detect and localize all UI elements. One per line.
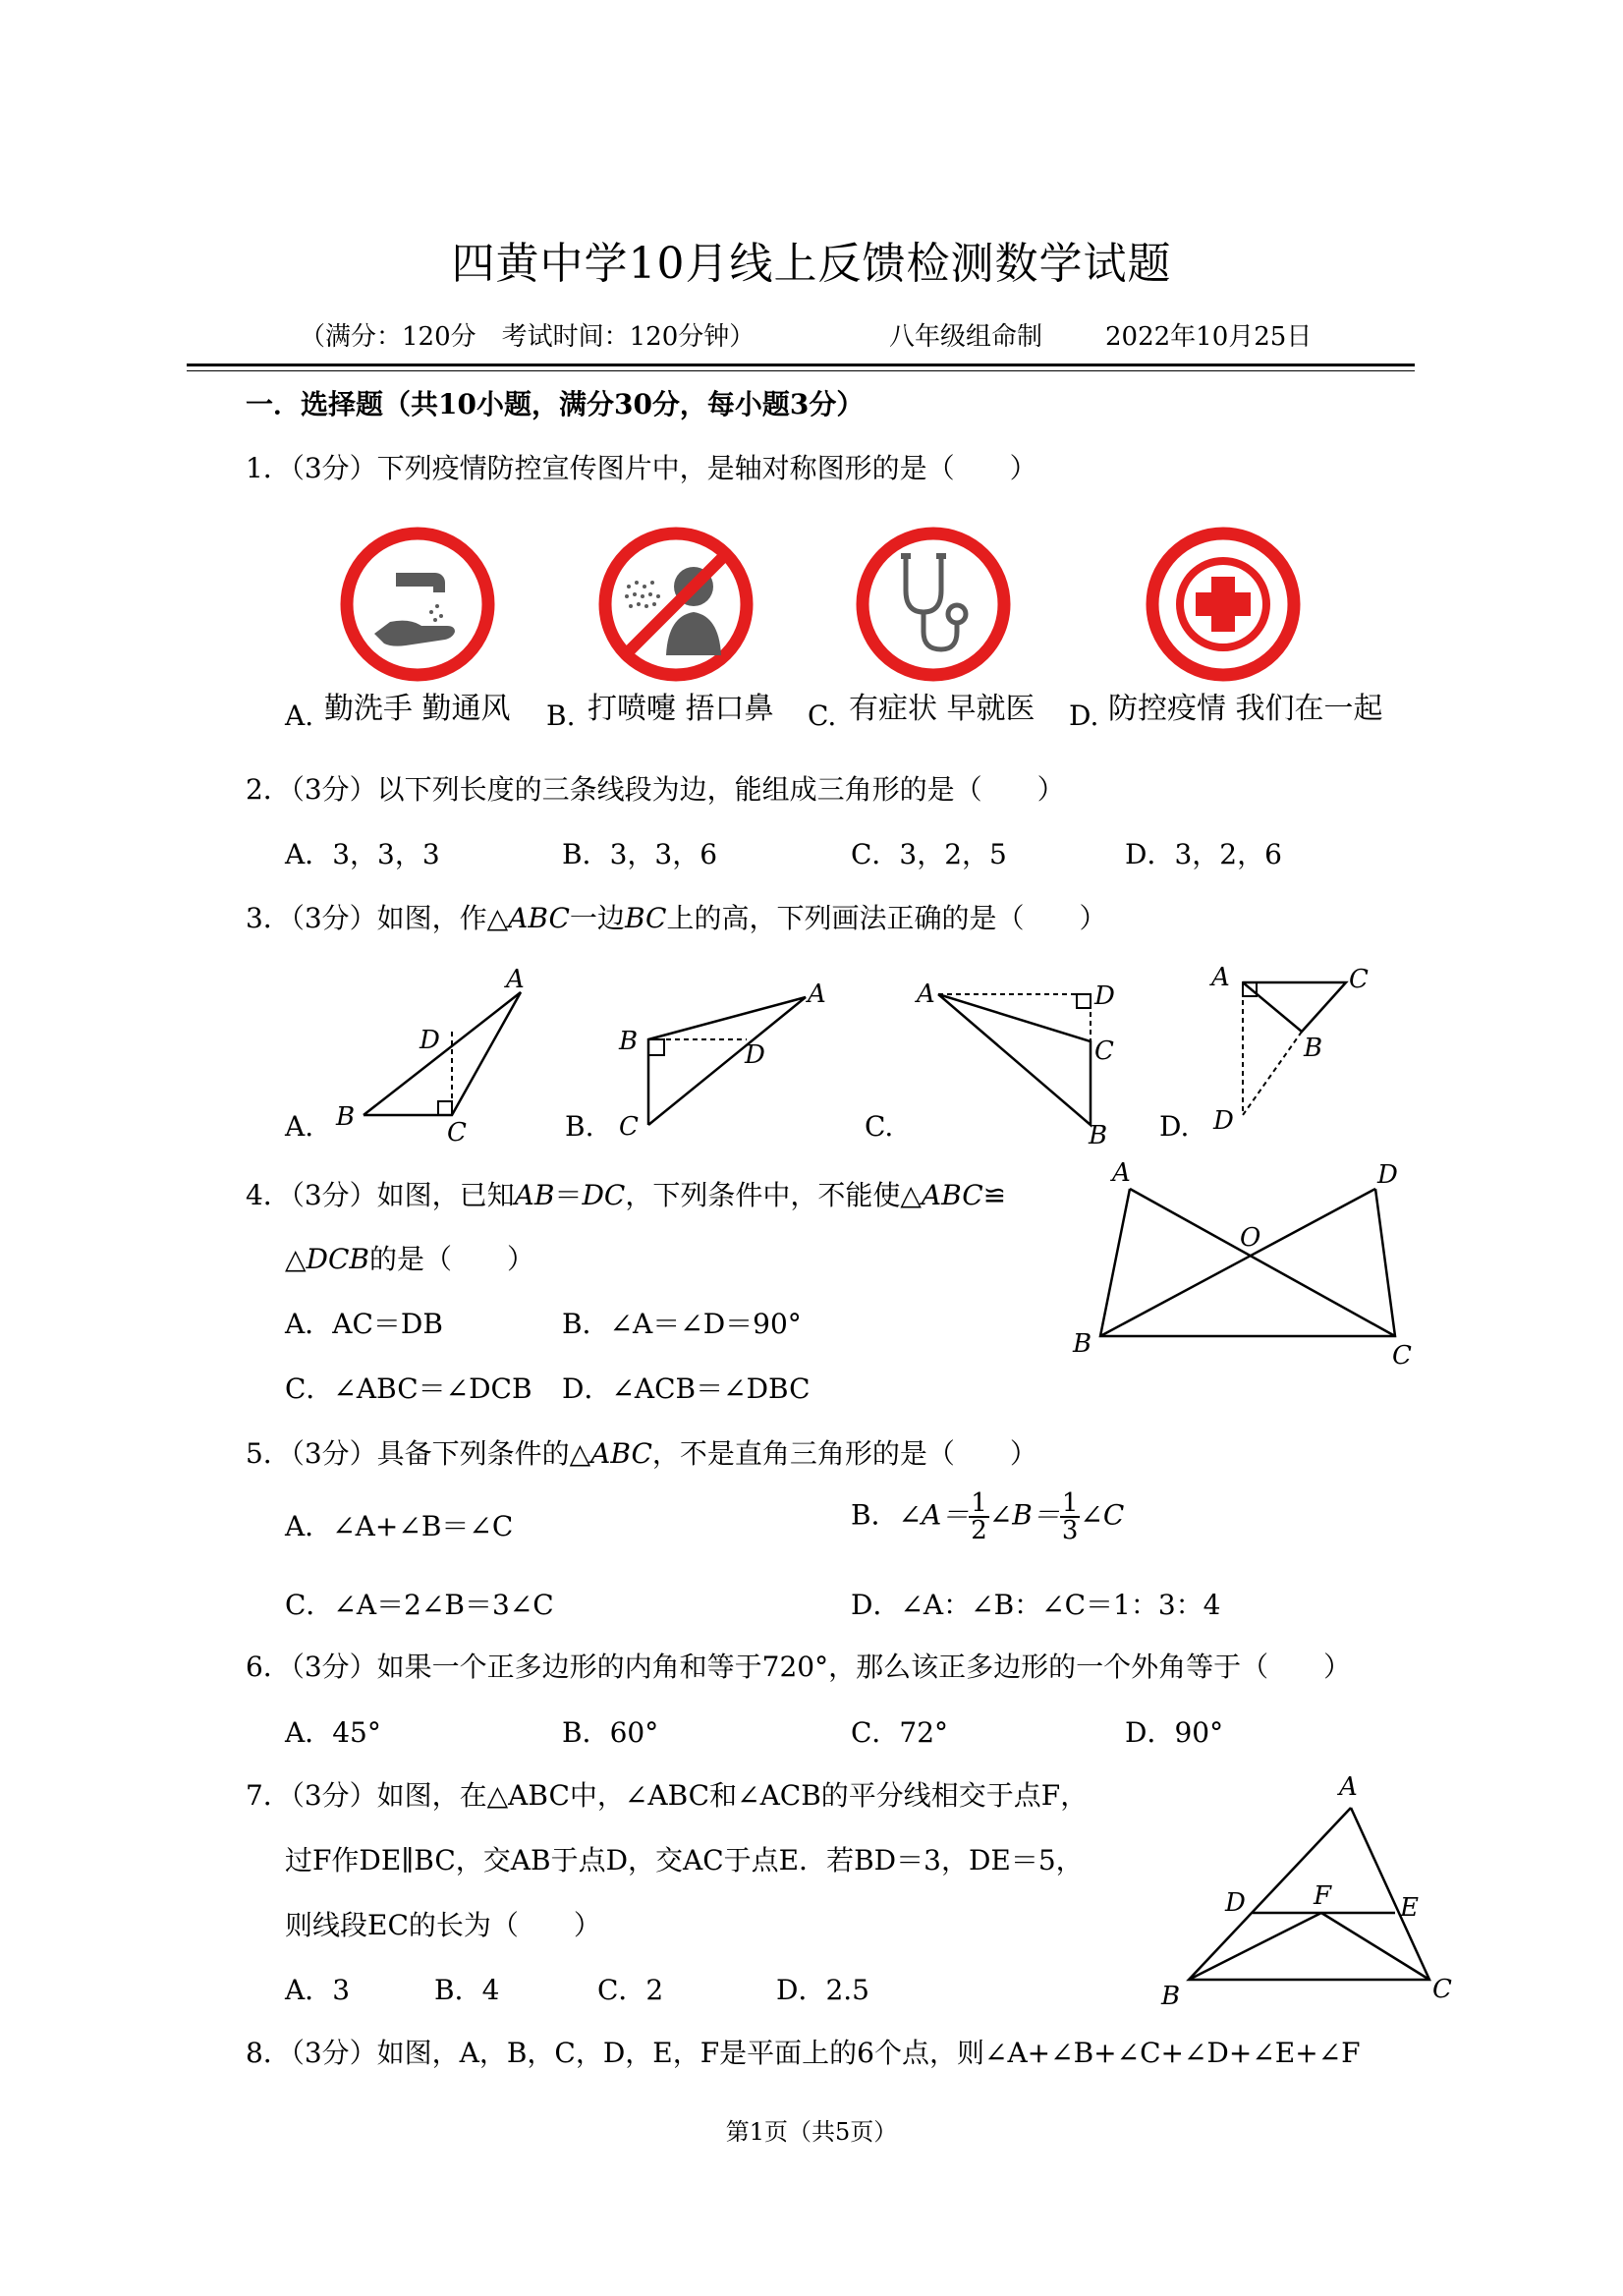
header-rule-thick <box>187 364 1415 366</box>
question-2-option-a: A．3，3，3 <box>285 838 440 870</box>
q3-figure-d <box>1203 958 1390 1145</box>
question-4-stem: 4．（3分）如图，已知AB＝DC，下列条件中，不能使△ABC≌ <box>246 1179 1007 1211</box>
q3-figure-b <box>604 973 840 1145</box>
question-1-option-d: D. <box>1069 700 1099 732</box>
page-footer: 第1页（共5页） <box>725 2118 898 2146</box>
question-3-stem: 3．（3分）如图，作△ABC一边BC上的高，下列画法正确的是（ ） <box>246 902 1107 934</box>
question-6-option-a: A．45° <box>285 1716 381 1749</box>
header-rule-thin <box>187 370 1415 371</box>
q3b-label-a: A <box>808 980 826 1009</box>
question-1-option-c: C. <box>808 700 837 732</box>
q3d-label-d: D <box>1213 1106 1234 1136</box>
question-6-stem: 6．（3分）如果一个正多边形的内角和等于720°，那么该正多边形的一个外角等于（ ） <box>246 1651 1352 1683</box>
q4-figure <box>1061 1159 1415 1375</box>
question-2-option-d: D．3，2，6 <box>1125 838 1282 870</box>
q4-label-c: C <box>1392 1341 1412 1371</box>
question-7-option-b: B．4 <box>434 1974 500 2006</box>
question-1-caption-d: 防控疫情 我们在一起 <box>1108 692 1383 726</box>
q3d-label-c: C <box>1349 965 1369 994</box>
question-2-option-c: C．3，2，5 <box>851 838 1007 870</box>
question-3-option-d: D. <box>1159 1110 1190 1143</box>
question-7-line2: 过F作DE∥BC，交AB于点D，交AC于点E．若BD＝3，DE＝5， <box>285 1844 1084 1876</box>
q3a-label-a: A <box>506 965 525 994</box>
q4-label-o: O <box>1240 1223 1261 1253</box>
q3-figure-c <box>909 973 1135 1145</box>
q7-label-a: A <box>1339 1772 1358 1802</box>
question-2-option-b: B．3，3，6 <box>562 838 718 870</box>
medical-cross-sign-icon <box>1145 526 1302 683</box>
q7-label-d: D <box>1225 1888 1246 1918</box>
q3c-label-c: C <box>1094 1036 1114 1066</box>
question-4-option-c: C．∠ABC＝∠DCB <box>285 1372 532 1405</box>
question-6-option-b: B．60° <box>562 1716 659 1749</box>
q3c-label-a: A <box>917 980 935 1009</box>
question-1-caption-c: 有症状 早就医 <box>849 692 1035 726</box>
question-7-line3: 则线段EC的长为（ ） <box>285 1909 601 1941</box>
question-1-caption-a: 勤洗手 勤通风 <box>324 692 511 726</box>
question-5-stem: 5．（3分）具备下列条件的△ABC，不是直角三角形的是（ ） <box>246 1437 1037 1470</box>
q7-label-e: E <box>1400 1893 1419 1923</box>
q3a-label-b: B <box>336 1102 356 1132</box>
q3d-label-a: A <box>1211 963 1230 992</box>
page-title: 四黄中学10月线上反馈检测数学试题 <box>451 239 1172 289</box>
question-5-option-b: B．∠A＝ $\frac{1}{2}$ ∠B＝ $\frac{1}{3}$ ∠C <box>851 1488 1125 1545</box>
question-1-option-b: B. <box>546 700 576 732</box>
q3-figure-a <box>324 958 550 1145</box>
q4-label-a: A <box>1112 1159 1131 1188</box>
question-7-line1: 7．（3分）如图，在△ABC中，∠ABC和∠ACB的平分线相交于点F， <box>246 1779 1089 1812</box>
q3c-label-b: B <box>1089 1121 1108 1145</box>
question-4-option-d: D．∠ACB＝∠DBC <box>562 1372 811 1405</box>
question-3-option-b: B. <box>565 1110 594 1143</box>
exam-info: （满分：120分 考试时间：120分钟） <box>300 322 756 352</box>
q7-figure <box>1149 1768 1464 2014</box>
q4-label-d: D <box>1377 1160 1398 1190</box>
question-7-option-c: C．2 <box>597 1974 664 2006</box>
q3b-label-b: B <box>619 1027 639 1056</box>
q7-label-b: B <box>1161 1982 1181 2011</box>
question-4-option-b: B．∠A＝∠D＝90° <box>562 1308 802 1340</box>
q7-label-c: C <box>1432 1975 1452 2004</box>
exam-maker: 八年级组命制 <box>889 322 1043 352</box>
question-1-option-a: A. <box>285 700 314 732</box>
section-title: 一．选择题（共10小题，满分30分，每小题3分） <box>246 388 865 420</box>
question-6-option-c: C．72° <box>851 1716 949 1749</box>
question-1-stem: 1．（3分）下列疫情防控宣传图片中，是轴对称图形的是（ ） <box>246 452 1037 484</box>
q3a-label-d: D <box>420 1026 440 1055</box>
question-7-option-d: D．2.5 <box>776 1974 869 2006</box>
question-5-option-c: C．∠A＝2∠B＝3∠C <box>285 1589 554 1621</box>
q3b-label-c: C <box>619 1112 639 1142</box>
sneeze-sign-icon <box>597 526 755 683</box>
q3d-label-b: B <box>1304 1034 1323 1063</box>
exam-date: 2022年10月25日 <box>1105 322 1313 352</box>
question-5-option-a: A．∠A+∠B＝∠C <box>285 1510 514 1542</box>
question-2-stem: 2．（3分）以下列长度的三条线段为边，能组成三角形的是（ ） <box>246 773 1065 806</box>
q3b-label-d: D <box>745 1040 765 1070</box>
question-4-stem-line2: △DCB的是（ ） <box>285 1243 535 1275</box>
q4-label-b: B <box>1073 1329 1092 1359</box>
question-6-option-d: D．90° <box>1125 1716 1224 1749</box>
question-3-option-c: C. <box>865 1110 894 1143</box>
question-5-option-d: D．∠A：∠B：∠C＝1：3：4 <box>851 1589 1221 1621</box>
question-3-option-a: A. <box>285 1110 314 1143</box>
q3c-label-d: D <box>1094 981 1115 1011</box>
handwash-sign-icon <box>339 526 496 683</box>
question-8-stem: 8．（3分）如图，A，B，C，D，E，F是平面上的6个点，则∠A+∠B+∠C+∠D+∠E+∠F <box>246 2037 1361 2069</box>
question-4-option-a: A．AC＝DB <box>285 1308 443 1340</box>
q3a-label-c: C <box>447 1118 467 1145</box>
question-7-option-a: A．3 <box>285 1974 351 2006</box>
question-1-caption-b: 打喷嚏 捂口鼻 <box>588 692 774 726</box>
stethoscope-sign-icon <box>855 526 1012 683</box>
q7-label-f: F <box>1314 1881 1332 1911</box>
